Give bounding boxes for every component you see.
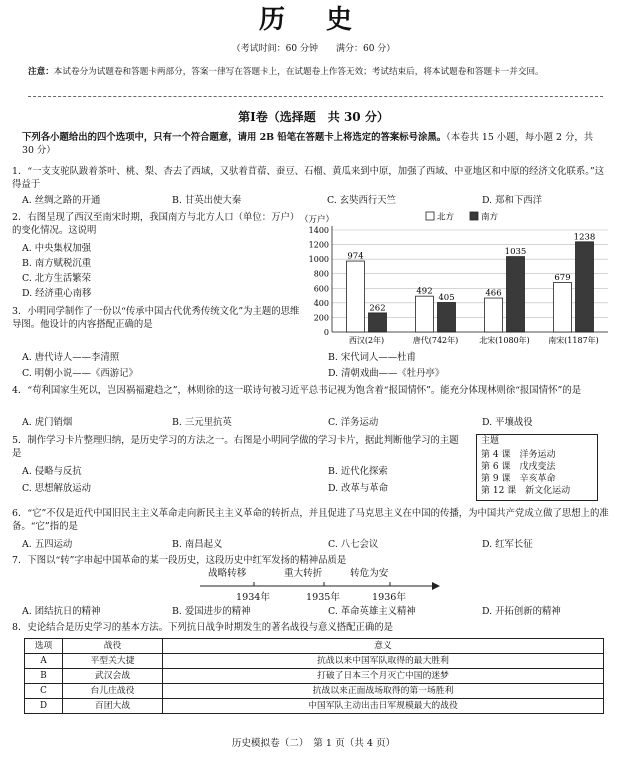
study-card-row: 第 6 课 戊戌变法 xyxy=(481,462,556,472)
study-card-header: 主题 xyxy=(481,436,500,446)
q4-option-a: A. 虎门销烟 xyxy=(22,417,73,428)
q5-option-b: B. 近代化探索 xyxy=(328,466,388,477)
q1-option-b: B. 甘英出使大秦 xyxy=(172,195,242,206)
notice-text: 本试卷分为试题卷和答题卡两部分，答案一律写在答题卡上，在试题卷上作答无效；考试结束后，将本试题卷和答题卡一并交回。 xyxy=(53,67,544,77)
page-footer: 历史模拟卷（二） 第 1 页（共 4 页） xyxy=(231,738,396,749)
table-cell: 打破了日本三个月灭亡中国的迷梦 xyxy=(163,669,604,684)
q3-option-d: D. 清朝戏曲——《牡丹亭》 xyxy=(328,368,445,379)
divider xyxy=(28,96,603,97)
study-card-row: 第 4 课 洋务运动 xyxy=(481,450,556,460)
population-bar-chart xyxy=(300,208,616,348)
q5-option-d: D. 改革与革命 xyxy=(328,483,389,494)
q7-option-b: B. 爱国进步的精神 xyxy=(172,606,251,617)
table-cell: C xyxy=(25,684,63,699)
q6-option-a: A. 五四运动 xyxy=(22,539,73,550)
table-cell: 平型关大捷 xyxy=(63,654,163,669)
table-row xyxy=(25,654,604,669)
table-cell: D xyxy=(25,699,63,714)
q2-option-d: D. 经济重心南移 xyxy=(22,288,92,299)
table-row xyxy=(25,684,604,699)
x-tick-label: 唐代(742年) xyxy=(412,336,459,345)
table-row xyxy=(25,699,604,714)
q7-option-a: A. 团结抗日的精神 xyxy=(22,606,101,617)
data-label: 492 xyxy=(416,286,433,297)
x-tick-label: 北宋(1080年) xyxy=(479,336,530,345)
q6-option-b: B. 南昌起义 xyxy=(172,539,223,550)
table-cell: 中国军队主动出击日军规模最大的战役 xyxy=(163,699,604,714)
data-label: 679 xyxy=(554,273,571,284)
table-cell: A xyxy=(25,654,63,669)
data-label: 974 xyxy=(347,251,364,262)
legend-swatch xyxy=(426,212,434,220)
q1-option-d: D. 郑和下西洋 xyxy=(482,195,543,206)
table-cell: 台儿庄战役 xyxy=(63,684,163,699)
q2-option-a: A. 中央集权加强 xyxy=(22,243,91,254)
question-7-stem: 7．下图以“转”字串起中国革命的某一段历史，这段历史中红军发扬的精神品质是 xyxy=(12,555,347,566)
study-card-row: 第 9 课 辛亥革命 xyxy=(481,474,556,484)
instructions xyxy=(22,131,607,158)
table-header: 选项 xyxy=(25,639,63,654)
question-8-stem: 8．史论结合是历史学习的基本方法。下列抗日战争时期发生的著名战役与意义搭配正确的是 xyxy=(12,622,393,633)
legend-label: 南方 xyxy=(481,212,499,223)
table-cell: B xyxy=(25,669,63,684)
q6-option-c: C. 八七会议 xyxy=(328,539,379,550)
table-cell: 百团大战 xyxy=(63,699,163,714)
timeline-year: 1936年 xyxy=(372,592,407,603)
study-card-row: 第 12 课 新文化运动 xyxy=(481,486,571,496)
x-tick-label: 西汉(2年) xyxy=(348,336,385,345)
q6-option-d: D. 红军长征 xyxy=(482,539,533,550)
q4-option-d: D. 平壤战役 xyxy=(482,417,533,428)
exam-time-info: （考试时间：60 分钟 满分：60 分） xyxy=(231,44,396,54)
legend-label: 北方 xyxy=(437,212,455,223)
question-2-stem: 2．右图呈现了西汉至南宋时期，我国南方与北方人口（单位：万户）的变化情况。这说明 xyxy=(12,212,300,236)
q2-option-c: C. 北方生活繁荣 xyxy=(22,273,92,284)
timeline-year: 1934年 xyxy=(236,592,271,603)
y-axis-label: （万户） xyxy=(300,215,335,225)
bar xyxy=(416,296,434,332)
y-tick-label: 600 xyxy=(313,284,329,294)
bar xyxy=(438,302,456,332)
table-header: 战役 xyxy=(63,639,163,654)
data-label: 466 xyxy=(485,288,502,299)
timeline-year: 1935年 xyxy=(306,592,341,603)
bar xyxy=(369,313,387,332)
y-tick-label: 800 xyxy=(313,269,329,279)
timeline-axis xyxy=(200,581,440,591)
table-header-row xyxy=(25,639,604,654)
y-tick-label: 1000 xyxy=(308,255,329,265)
table-cell: 抗战以来中国军队取得的最大胜利 xyxy=(163,654,604,669)
instructions-rest: （本卷共 15 小题，每小题 2 分，共 30 分） xyxy=(22,132,594,157)
bar xyxy=(485,298,503,332)
notice-label: 注意： xyxy=(28,67,54,77)
q1-option-a: A. 丝绸之路的开通 xyxy=(22,195,101,206)
q4-option-b: B. 三元里抗英 xyxy=(172,417,232,428)
question-6-stem: 6．“它”不仅是近代中国旧民主主义革命走向新民主主义革命的转折点，并且促进了马克思主义在中国的传播，为中国共产党成立做了思想上的准备。“它”指的是 xyxy=(12,508,609,532)
question-5-stem: 5．制作学习卡片整理归纳，是历史学习的方法之一。右图是小明同学做的学习卡片，据此判断他学习的主题是 xyxy=(12,435,459,459)
y-tick-label: 400 xyxy=(313,298,329,308)
q7-option-d: D. 开拓创新的精神 xyxy=(482,606,561,617)
q4-option-c: C. 洋务运动 xyxy=(328,417,379,428)
q3-option-a: A. 唐代诗人——李清照 xyxy=(22,352,120,363)
timeline-label: 重大转折 xyxy=(284,568,323,579)
data-label: 262 xyxy=(369,303,386,314)
y-tick-label: 1400 xyxy=(308,226,329,235)
notice xyxy=(28,66,603,78)
legend-swatch xyxy=(470,212,478,220)
section-title: 第Ⅰ卷（选择题 共 30 分） xyxy=(238,110,389,124)
q2-option-b: B. 南方赋税沉重 xyxy=(22,258,92,269)
q5-option-a: A. 侵略与反抗 xyxy=(22,466,82,477)
y-tick-label: 1200 xyxy=(308,240,329,250)
instructions-bold: 下列各小题给出的四个选项中，只有一个符合题意，请用 2B 铅笔在答题卡上将选定的答案标号涂黑。 xyxy=(22,132,447,143)
q7-option-c: C. 革命英雄主义精神 xyxy=(328,606,416,617)
question-1-stem: 1．“一支支驼队跋着茶叶、桃、梨、杏去了西域，又驮着苜蓿、蚕豆、石榴、黄瓜来到中原，加强了西域、中亚地区和中原的经济文化联系。”这得益于 xyxy=(12,166,605,190)
battle-table xyxy=(24,638,604,714)
timeline-label: 战略转移 xyxy=(208,568,247,579)
q1-option-c: C. 玄奘西行天竺 xyxy=(327,195,397,206)
bar xyxy=(507,257,525,332)
table-row xyxy=(25,669,604,684)
y-tick-label: 0 xyxy=(323,328,329,337)
question-3-stem: 3．小明同学制作了一份以“传承中国古代优秀传统文化”为主题的思维导图。他设计的内容搭配正确的是 xyxy=(12,306,300,330)
q3-option-b: B. 宋代词人——杜甫 xyxy=(328,352,416,363)
data-label: 405 xyxy=(438,292,455,303)
page-title: 历 史 xyxy=(258,5,369,35)
q5-option-c: C. 思想解放运动 xyxy=(22,483,92,494)
bar xyxy=(347,261,365,332)
question-4-stem: 4．“苟利国家生死以，岂因祸福避趋之”，林则徐的这一联诗句被习近平总书记视为饱含着“报国情怀”。能充分体现林则徐“报国情怀”的是 xyxy=(12,385,582,396)
data-label: 1238 xyxy=(573,232,596,243)
table-cell: 武汉会战 xyxy=(63,669,163,684)
table-header: 意义 xyxy=(163,639,604,654)
revolution-timeline xyxy=(200,568,440,604)
table-cell: 抗战以来正面战场取得的第一场胜利 xyxy=(163,684,604,699)
data-label: 1035 xyxy=(504,247,527,258)
q3-option-c: C. 明朝小说——《西游记》 xyxy=(22,368,138,379)
y-tick-label: 200 xyxy=(313,313,329,323)
study-card xyxy=(476,434,598,501)
timeline-label: 转危为安 xyxy=(350,568,389,579)
bar xyxy=(554,283,572,332)
bar xyxy=(576,242,594,332)
x-tick-label: 南宋(1187年) xyxy=(548,336,599,345)
